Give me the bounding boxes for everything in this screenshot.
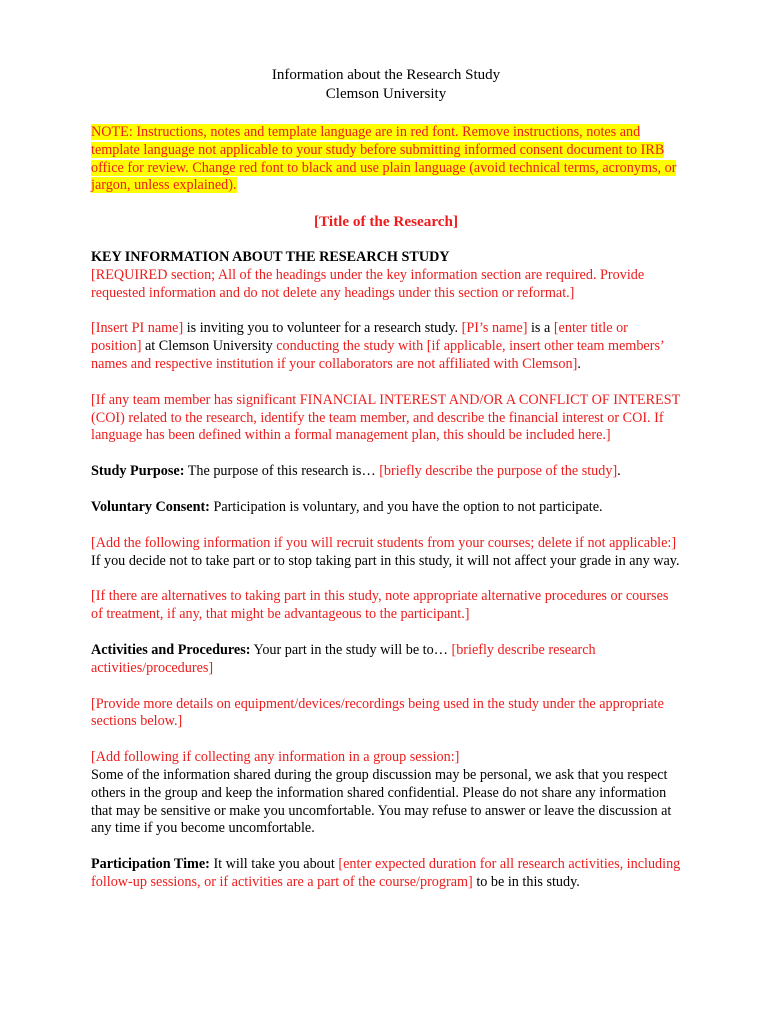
- participation-time-text: It will take you about: [209, 856, 339, 873]
- template-note: [91, 124, 681, 195]
- invite-text-1: is inviting you to volunteer for a research study.: [183, 320, 462, 337]
- key-info-heading: KEY INFORMATION ABOUT THE RESEARCH STUDY: [91, 248, 450, 265]
- alternatives-note: [If there are alternatives to taking part in this study, note appropriate alternative procedures or courses of treatment, if any, that might be advantageous to the participant.]: [91, 588, 669, 623]
- group-text: Some of the information shared during the group discussion may be personal, we ask that you respect others in the group and keep the information shared confidential. Please do not share any information that may be sensitive or make you uncomfortable. You may refuse to answer or leave the discussion at any time if you become uncomfortable.: [91, 766, 672, 837]
- voluntary-consent-label: Voluntary Consent:: [91, 498, 210, 515]
- activities-instruction: [briefly describe research activities/procedures]: [91, 641, 596, 676]
- students-text: If you decide not to take part or to stop taking part in this study, it will not affect your grade in any way.: [91, 552, 680, 569]
- coi-note: [If any team member has significant FINANCIAL INTEREST AND/OR A CONFLICT OF INTEREST (COI) related to the research, identify the team member, and describe the financial interest or COI. If language has been defined within a formal management plan, this should be included here.]: [91, 391, 680, 444]
- voluntary-consent-text: Participation is voluntary, and you have the option to not participate.: [209, 498, 603, 515]
- activities-text: Your part in the study will be to…: [250, 641, 452, 658]
- activities-paragraph: [91, 642, 681, 678]
- title-position-placeholder: [enter title or position]: [91, 320, 628, 355]
- equipment-note: [Provide more details on equipment/devices/recordings being used in the study under the appropriate sections below.]: [91, 695, 664, 730]
- document-body: [91, 66, 681, 892]
- students-instruction: [Add the following information if you will recruit students from your courses; delete if not applicable:]: [91, 534, 677, 551]
- invite-paragraph: [91, 320, 681, 373]
- study-purpose-label: Study Purpose:: [91, 463, 185, 480]
- participation-time-end: to be in this study.: [472, 873, 580, 890]
- invite-text-3: at Clemson University: [141, 338, 277, 355]
- study-purpose-text: The purpose of this research is…: [184, 463, 380, 480]
- pi-name-placeholder-2: [PI’s name]: [461, 320, 528, 337]
- study-purpose-instruction: [briefly describe the purpose of the study]: [379, 463, 618, 480]
- key-info-required-note: [REQUIRED section; All of the headings under the key information section are required. Provide requested information and do not delete any headings under this section or reformat.]: [91, 266, 645, 301]
- invite-text-2: is a: [527, 320, 554, 337]
- document-header: [91, 66, 681, 104]
- participation-time-paragraph: [91, 856, 681, 892]
- voluntary-consent-paragraph: [91, 499, 681, 517]
- header-title: Information about the Research Study: [271, 67, 501, 83]
- group-instruction: [Add following if collecting any information in a group session:]: [91, 749, 460, 766]
- research-title: [Title of the Research]: [313, 213, 459, 231]
- study-purpose-end: .: [617, 463, 621, 480]
- team-members-placeholder: conducting the study with [if applicable, insert other team members’ names and respective institution if your collaborators are not affiliated with Clemson]: [91, 338, 664, 372]
- participation-time-instruction: [enter expected duration for all research activities, including follow-up sessions, or if activities are a part of the course/program]: [91, 856, 681, 890]
- pi-name-placeholder: [Insert PI name]: [91, 320, 184, 337]
- study-purpose-paragraph: [91, 463, 681, 481]
- template-note-text: NOTE: Instructions, notes and template language are in red font. Remove instructions, notes and template language not applicable to your study before submitting informed consent document to IRB office for review. Change red font to black and use plain language (avoid technical terms, acronyms, or jargon, unless explained).: [91, 124, 677, 194]
- activities-label: Activities and Procedures:: [91, 641, 251, 658]
- invite-text-4: .: [577, 355, 581, 372]
- participation-time-label: Participation Time:: [91, 856, 210, 873]
- header-institution: Clemson University: [325, 86, 447, 102]
